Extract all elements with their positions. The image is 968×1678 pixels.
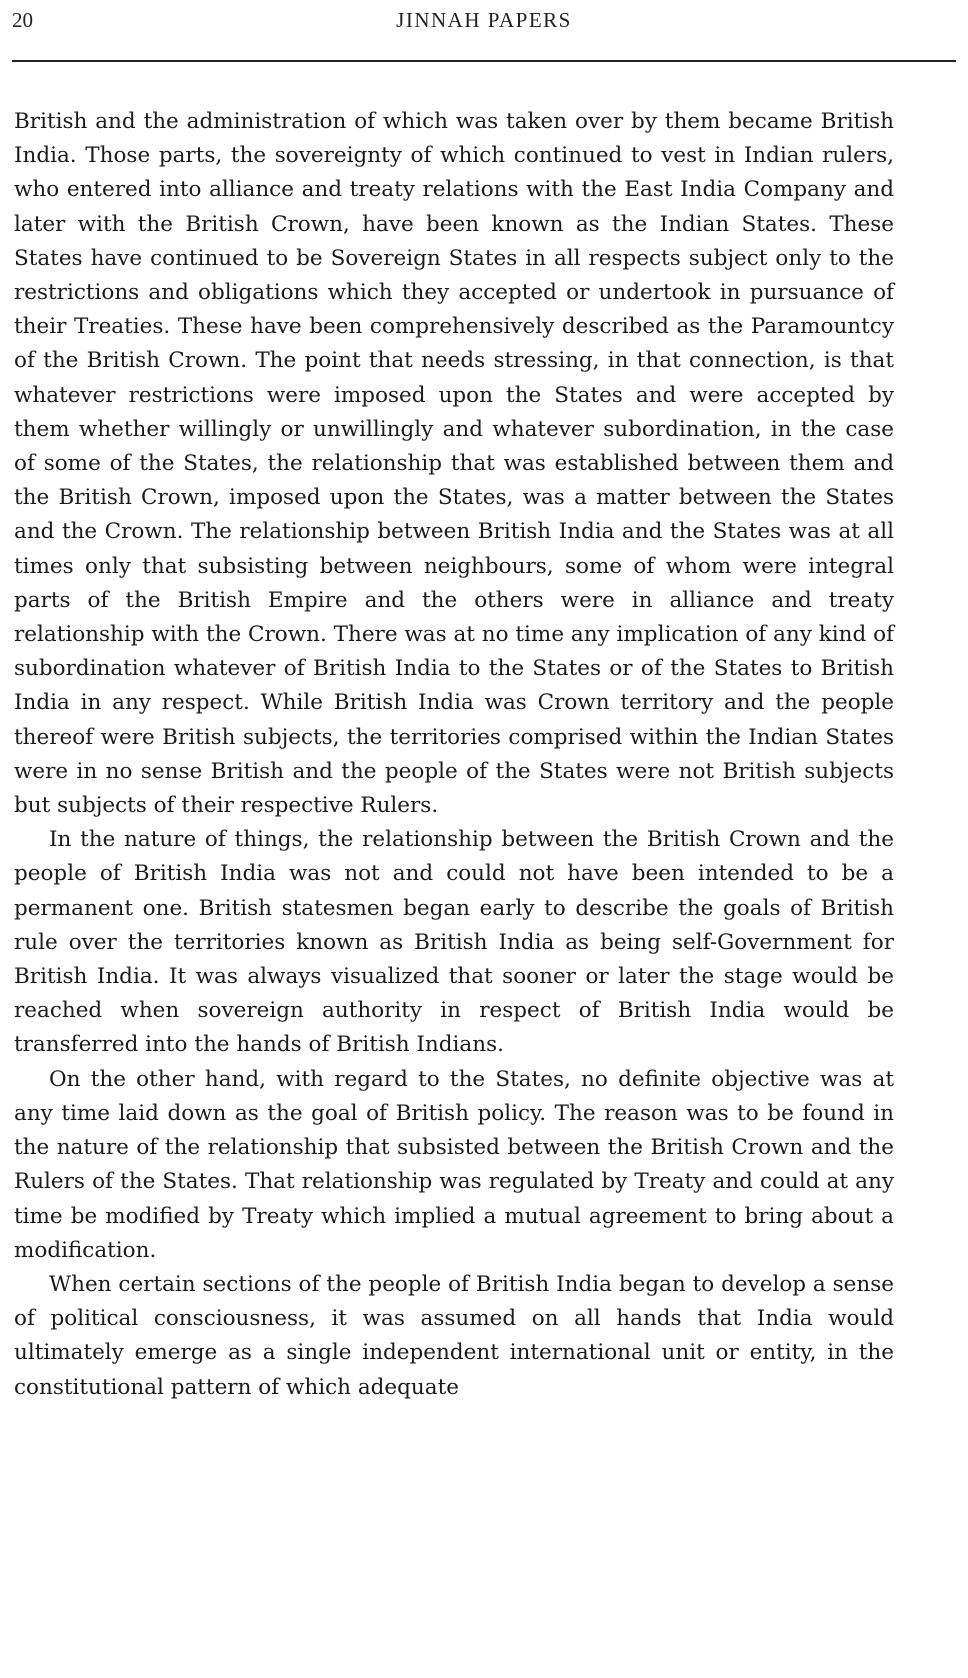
page-number: 20 — [12, 8, 33, 32]
running-title: JINNAH PAPERS — [396, 8, 572, 32]
paragraph-1: British and the administration of which was taken over by them became British India. Those parts, the sovereignty of which continued to vest in Indian rulers, who entered into alliance and treaty relations with the East India Company and later with the British Crown, have been known as the Indian States. These States have continued to be Sovereign States in all respects subject only to the restrictions and obligations which they accepted or undertook in pursuance of their Treaties. These have been comprehensively described as the Paramountcy of the British Crown. The point that needs stressing, in that connection, is that whatever restrictions were imposed upon the States and were accepted by them whether willingly or unwillingly and whatever subordination, in the case of some of the States, the relationship that was established between them and the British Crown, imposed upon the States, was a matter between the States and the Crown. The relationship between British India and the States was at all times only that subsisting between neighbours, some of whom were integral parts of the British Empire and the others were in alliance and treaty relationship with the Crown. There was at no time any implication of any kind of subordination whatever of British India to the States or of the States to British India in any respect. While British India was Crown territory and the people thereof were British subjects, the territories comprised within the Indian States were in no sense British and the people of the States were not British subjects but subjects of their respective Rulers. — [14, 109, 894, 819]
paragraph-2: In the nature of things, the relationship between the British Crown and the people of British India was not and could not have been intended to be a permanent one. British statesmen began early to describe the goals of British rule over the territories known as British India as being self-Government for British India. It was always visualized that sooner or later the stage would be reached when sovereign authority in respect of British India would be transferred into the hands of British Indians. — [14, 827, 894, 1058]
paragraph-4: When certain sections of the people of British India began to develop a sense of political consciousness, it was assumed on all hands that India would ultimately emerge as a single independent international unit or entity, in the constitutional pattern of which adequate — [14, 1271, 894, 1400]
running-head — [12, 8, 956, 42]
page-body — [14, 105, 894, 1405]
paragraph-3: On the other hand, with regard to the States, no definite objective was at any time laid down as the goal of British policy. The reason was to be found in the nature of the relationship that subsisted between the British Crown and the Rulers of the States. That relationship was regulated by Treaty and could at any time be modified by Treaty which implied a mutual agreement to bring about a modification. — [14, 1066, 894, 1263]
header-rule — [12, 60, 956, 62]
